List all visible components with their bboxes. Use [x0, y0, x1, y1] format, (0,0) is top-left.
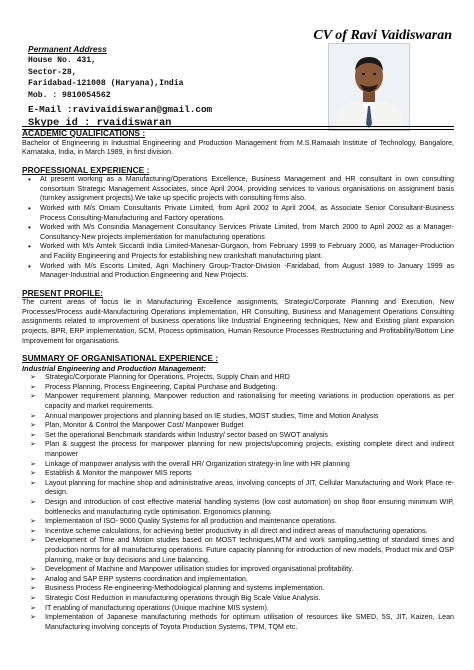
summary-heading: SUMMARY OF ORGANISATIONAL EXPERIENCE :	[22, 353, 219, 364]
contact-block	[28, 44, 328, 130]
mobile-number: Mob. : 9810054562	[28, 90, 111, 100]
summary-item: ➢ Implementation of Japanese manufacturing methods for optimum utilisation of resources like SMED, 5S, JIT, Kaizen, Lean Manufacturing involving concepts of Toyota Production Systems, TPM, TQM etc.	[22, 613, 454, 632]
summary-item: ➢ Layout planning for machine shop and administrative areas, involving concepts of JIT, Cellular Manufacturing and Work Place re-design.	[22, 479, 454, 498]
skype-id: Skype id : rvaidiswaran	[28, 117, 172, 130]
summary-item: ➢ Set the operational Benchmark standards within Industry/ sector based on SWOT analysis	[22, 431, 454, 441]
summary-item: ➢ Establish & Monitor the manpower MIS reports	[22, 469, 454, 479]
summary-item: ➢ IT enabling of manufacturing operations (Unique machine MIS system).	[22, 604, 454, 614]
academic-text: Bachelor of Engineering in Industrial Engineering and Production Management from M.S.Ramaiah Institute of Technology, Bangalore, Karnataka, India, in March 1989, in first division.	[22, 138, 454, 157]
address-line-1: House No. 431,	[28, 56, 96, 65]
experience-item: • At present working as a Manufacturing/Operations Excellence, Business Management and HR consultant in own consulting consortium Strategic Management Associates, since April 2004, providing services to various organisations on assignment basis (turnkey assignment projects).We take up specific projects with consulting firms also.	[22, 175, 454, 204]
person-portrait-icon	[329, 44, 409, 130]
profile-text: The current areas of focus lie in Manufacturing Excellence assignments, Strategic/Corporate Planning and Execution, New Processes/Process audit-Manufacturing Operations implementation, HR Consulting, Business and Management Operations Consulting assignments related to improvement of business operations like Industrial Engineering techniques, New and Existing plant expansion projects, BPR, ERP implementation, SCM, Process optimisation, Human Resource Processes Restructuring and Profitability/Bottom Line Improvement for organisations.	[22, 298, 454, 345]
summary-item: ➢ Analog and SAP ERP systems coordination and implementation.	[22, 575, 454, 585]
address-line-2: Sector-28,	[28, 67, 77, 77]
summary-subheading: Industrial Engineering and Production Management:	[22, 363, 206, 373]
summary-list	[22, 373, 454, 632]
profile-photo	[328, 43, 410, 131]
summary-item: ➢ Plan & suggest the process for manpower planning for new projects/upcoming projects, existing complete direct and indirect manpower	[22, 440, 454, 459]
experience-item: • Worked with M/s Amtek Siccardi India Limited-Manesar-Gurgaon, from February 1999 to February 2000, as Manager-Production and Facility Engineering and Projects for establishing new crankshaft manufacturing plant.	[22, 242, 454, 261]
summary-item: ➢ Design and introduction of cost effective material handling systems (low cost automation) on shop floor ensuring minimum WIP, bottlenecks and manufacturing cycle optimisation. Ergonomics planning.	[22, 498, 454, 517]
summary-item: ➢ Development of Machine and Manpower utilisation studies for improved organisational profitability.	[22, 565, 454, 575]
summary-item: ➢ Manpower requirement planning, Manpower reduction and rationalising for meeting variations in production operations as per capacity and market requirements.	[22, 392, 454, 411]
summary-item: ➢ Development of Time and Motion studies based on MOST techniques,MTM and work sampling,setting of standard times and production norms for all manufacturing operations. Future capacity planning for introduction of new models, Product mix and OSP planning, make or buy decisions and Line balancing.	[22, 536, 454, 565]
academic-heading: ACADEMIC QUALIFICATIONS :	[22, 128, 146, 138]
profile-heading: PRESENT PROFILE:	[22, 287, 103, 298]
summary-item: ➢ Business Process Re-engineering-Methodological planning and systems implementation.	[22, 584, 454, 594]
summary-item: ➢ Linkage of manpower analysis with the overall HR/ Organization strategy-in line with HR planning	[22, 460, 454, 470]
address-heading: Permanent Address	[28, 44, 107, 54]
document-title: CV of Ravi Vaidiswaran	[313, 28, 452, 43]
cv-body	[22, 128, 454, 632]
summary-item: ➢ Annual manpower projections and planning based on IE studies, MOST studies, Time and Motion Analysis	[22, 412, 454, 422]
experience-list	[22, 175, 454, 281]
summary-item: ➢ Incentive scheme calculations, for achieving better productivity in all direct and indirect areas of manufacturing operations.	[22, 527, 454, 537]
summary-item: ➢ Plan, Monitor & Control the Manpower Cost/ Manpower Budget	[22, 421, 454, 431]
experience-item: • Worked with M/s Escorts Limited, Agri Machinery Group-Tractor-Division -Faridabad, from August 1989 to January 1999 as Manager-Industrial and Production Engineering and New Projects.	[22, 262, 454, 281]
email-address: E-Mail :ravivaidiswaran@gmail.com	[28, 104, 213, 116]
summary-item: ➢ Strategic Cost Reduction in manufacturing operations through Big Scale Value Analysis.	[22, 594, 454, 604]
address-line-3: Faridabad-121008 (Haryana),India	[28, 79, 184, 89]
summary-item: ➢ Process Planning, Process Engineering, Capital Purchase and Budgeting.	[22, 383, 454, 393]
summary-item: ➢ Strategic/Corporate Planning for Operations, Projects, Supply Chain and HRD	[22, 373, 454, 383]
experience-item: • Worked with M/s Consindia Management Consultancy Services Private Limited, from March 2000 to April 2002 as a Manager-Consultancy-New projects implementation for manufacturing operations	[22, 223, 454, 242]
experience-heading: PROFESSIONAL EXPERIENCE :	[22, 164, 150, 175]
experience-item: • Worked with M/s Omam Consultants Private Limited, from April 2002 to April 2004, as Associate Senior Consultant-Business Process Consulting-Manufacturing and Factory operations.	[22, 204, 454, 223]
header-divider	[22, 126, 454, 127]
summary-item: ➢ Implementation of ISO- 9000 Quality Systems for all production and maintenance operations.	[22, 517, 454, 527]
